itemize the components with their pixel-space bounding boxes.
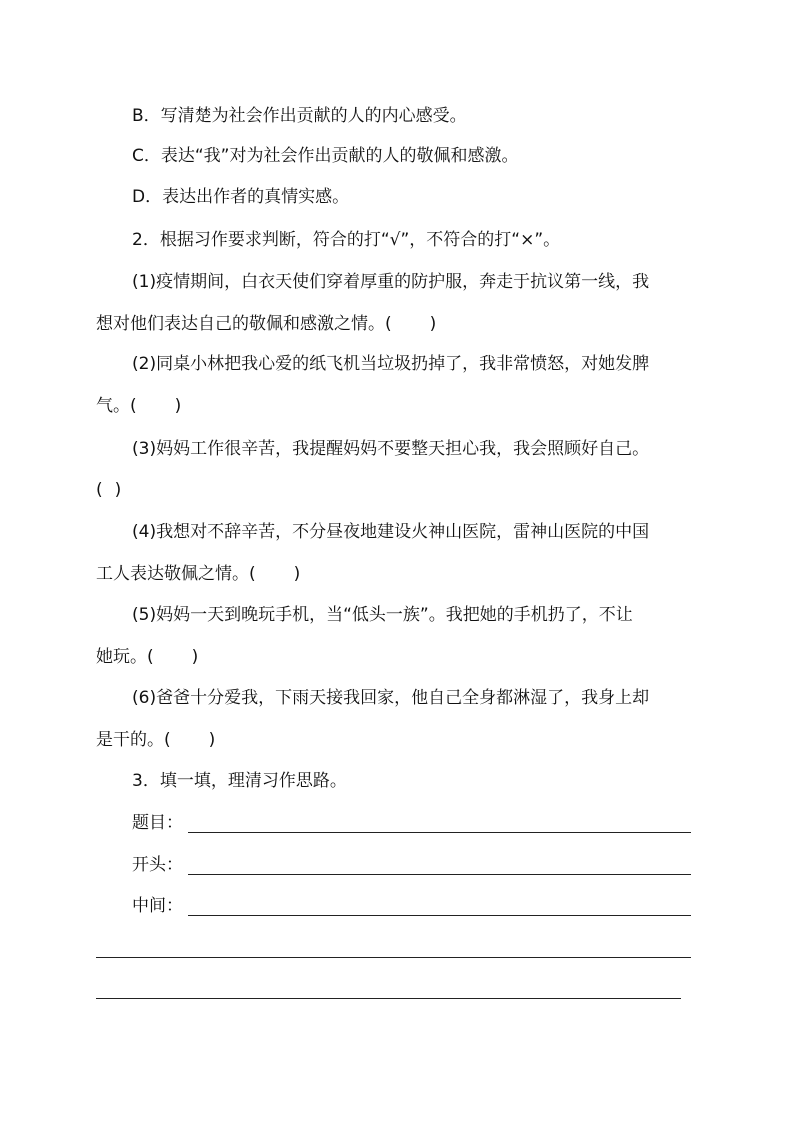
answer-line[interactable] — [96, 957, 691, 958]
q2-item-6-line2: 是干的。( ) — [96, 730, 216, 750]
question-3-title: 3．填一填，理清习作思路。 — [132, 771, 347, 791]
field-title: 题目： — [132, 813, 183, 833]
field-middle-blank[interactable] — [188, 915, 691, 916]
field-opening: 开头： — [132, 855, 183, 875]
option-b: B．写清楚为社会作出贡献的人的内心感受。 — [132, 106, 467, 126]
answer-line[interactable] — [96, 998, 681, 999]
q2-item-3-line2: ( ) — [96, 480, 122, 500]
q2-item-6-line1: (6)爸爸十分爱我，下雨天接我回家，他自己全身都淋湿了，我身上却 — [132, 688, 650, 708]
field-middle: 中间： — [132, 896, 183, 916]
q2-item-5-line2: 她玩。( ) — [96, 647, 199, 667]
q2-item-4-line1: (4)我想对不辞辛苦，不分昼夜地建设火神山医院，雷神山医院的中国 — [132, 522, 650, 542]
q2-item-3-line1: (3)妈妈工作很辛苦，我提醒妈妈不要整天担心我，我会照顾好自己。 — [132, 439, 650, 459]
q2-item-2-line2: 气。( ) — [96, 396, 182, 416]
option-c: C．表达“我”对为社会作出贡献的人的敬佩和感激。 — [132, 146, 519, 166]
q2-item-2-line1: (2)同桌小林把我心爱的纸飞机当垃圾扔掉了，我非常愤怒，对她发脾 — [132, 354, 650, 374]
option-d: D．表达出作者的真情实感。 — [132, 187, 350, 207]
question-2-title: 2．根据习作要求判断，符合的打“√”，不符合的打“×”。 — [132, 230, 561, 250]
field-opening-blank[interactable] — [188, 874, 691, 875]
q2-item-4-line2: 工人表达敬佩之情。( ) — [96, 564, 301, 584]
q2-item-1-line2: 想对他们表达自己的敬佩和感激之情。( ) — [96, 314, 437, 334]
q2-item-1-line1: (1)疫情期间，白衣天使们穿着厚重的防护服，奔走于抗议第一线，我 — [132, 272, 650, 292]
q2-item-5-line1: (5)妈妈一天到晚玩手机，当“低头一族”。我把她的手机扔了，不让 — [132, 605, 633, 625]
field-title-blank[interactable] — [188, 832, 691, 833]
